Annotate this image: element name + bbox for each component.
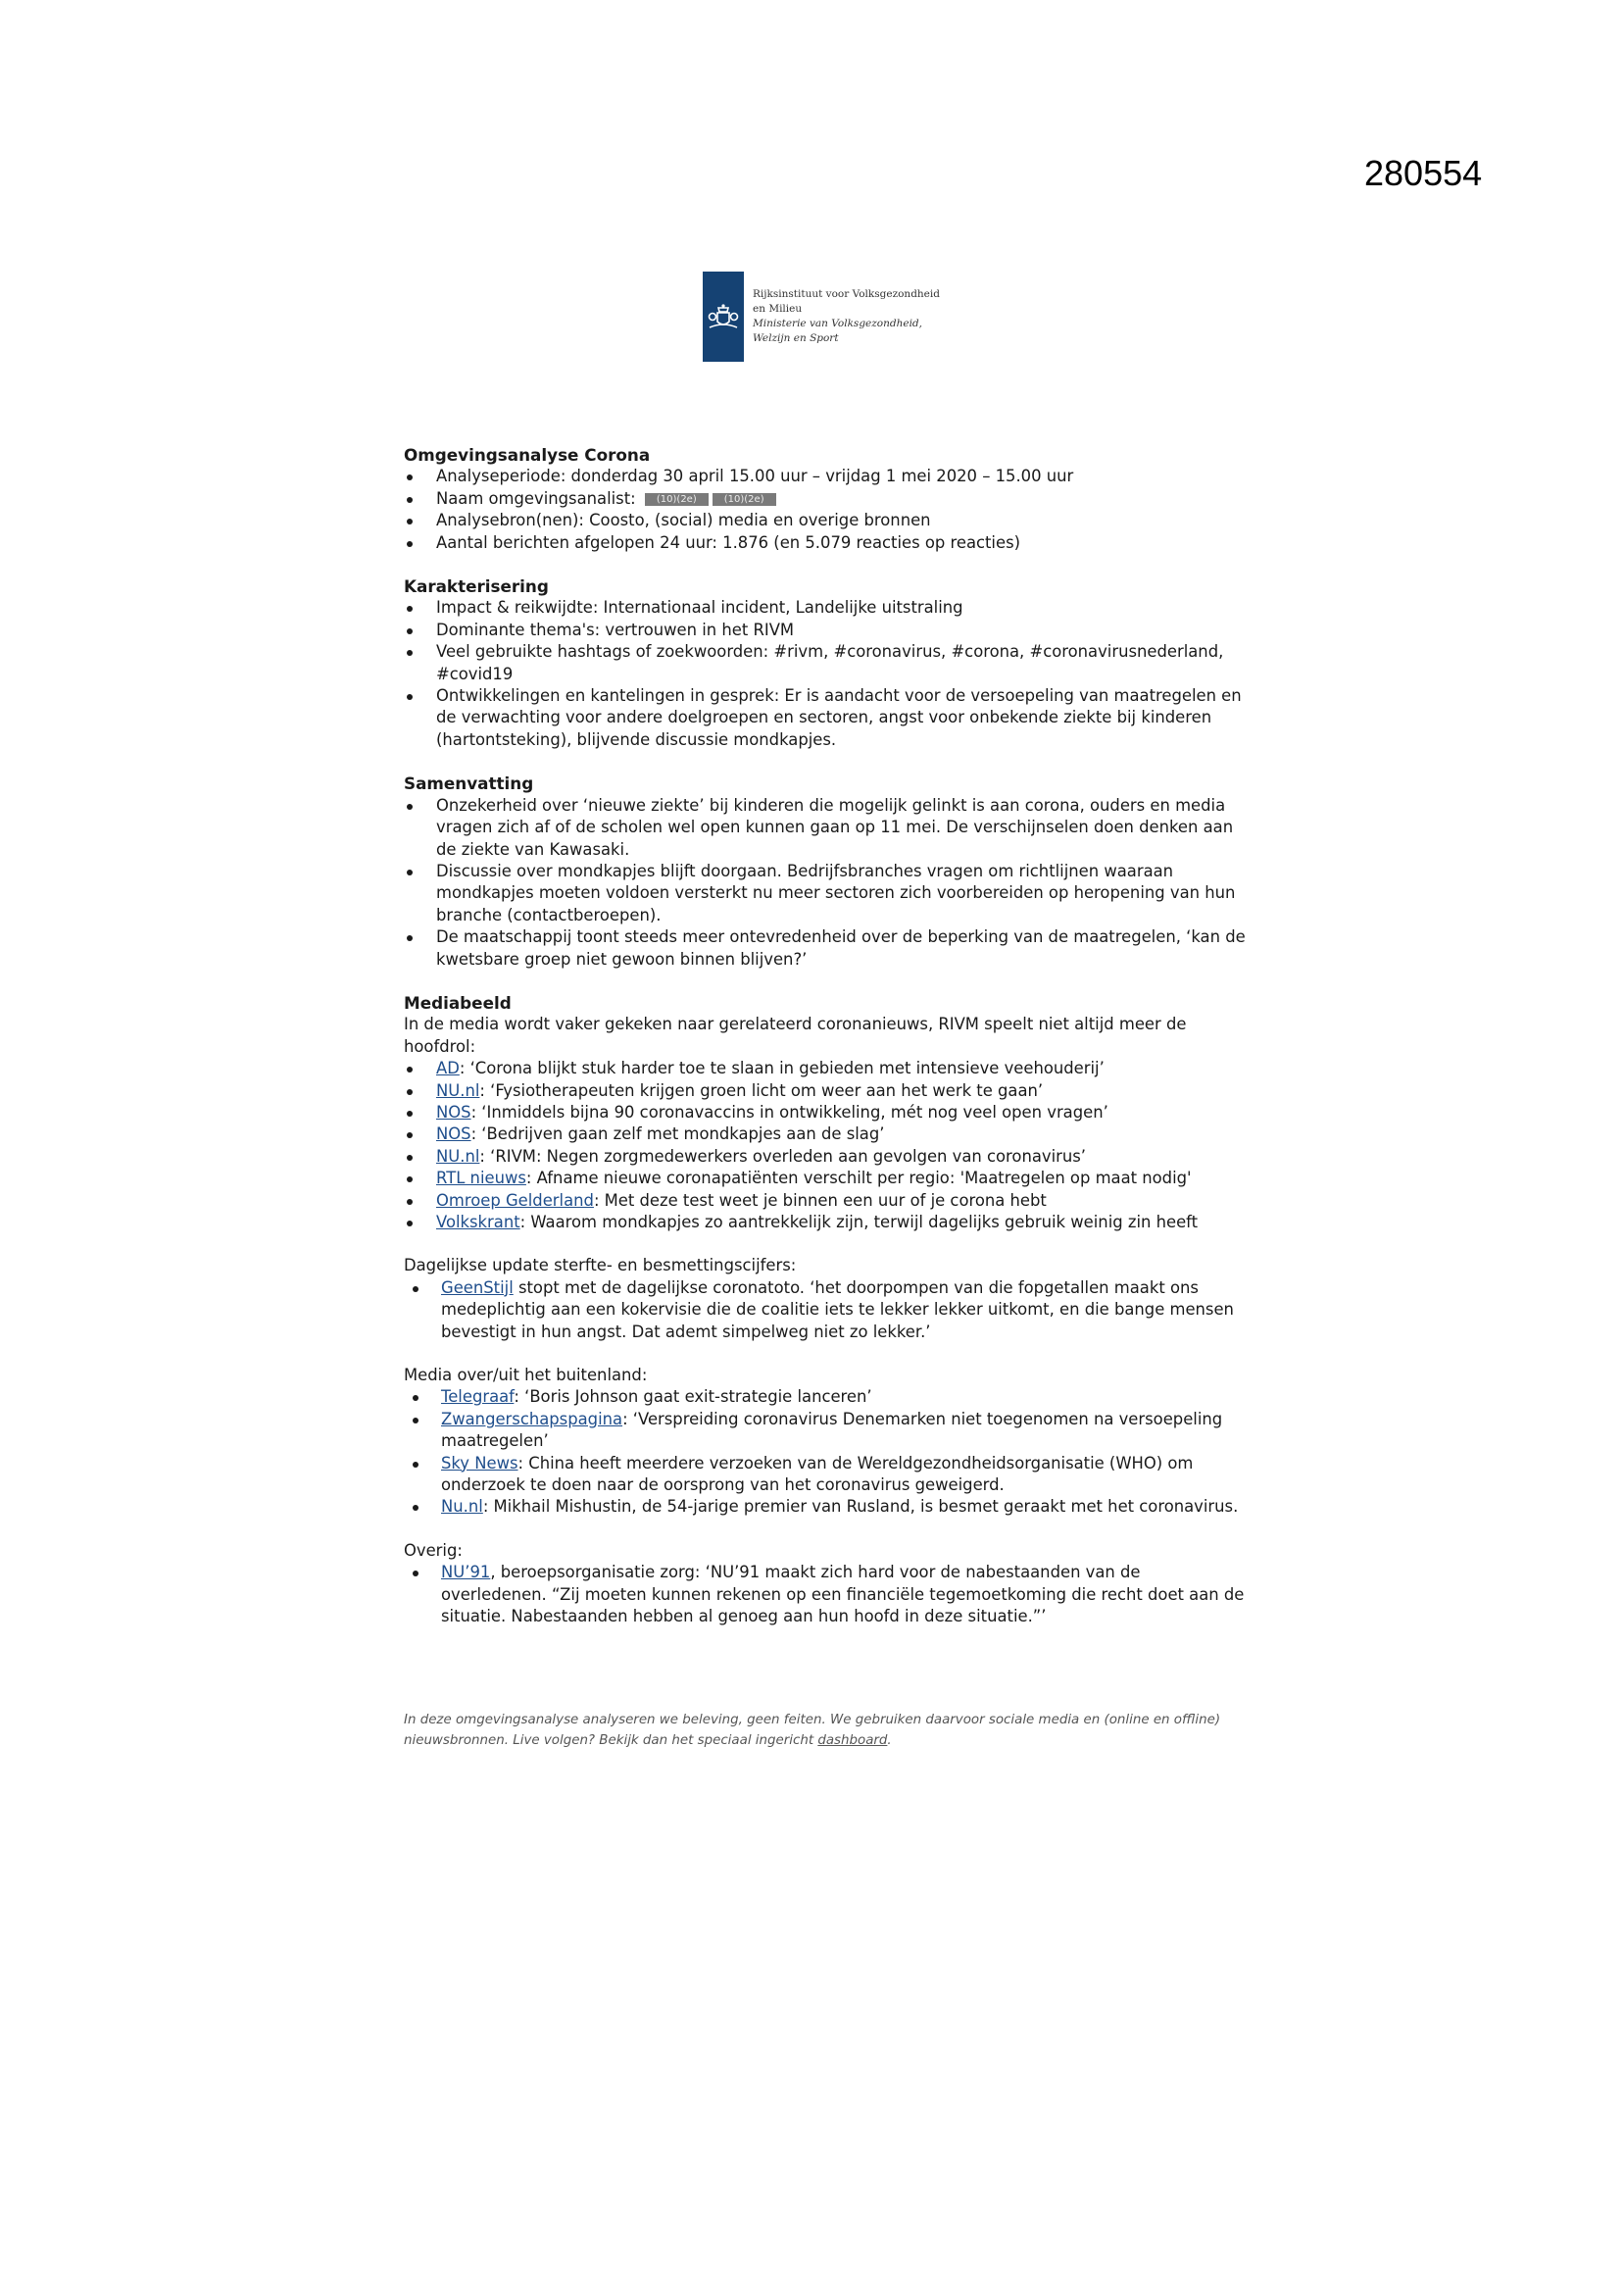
logo-line-2: en Milieu [753, 303, 803, 315]
list-item: Telegraaf: ‘Boris Johnson gaat exit-strategie lanceren’ [404, 1386, 1247, 1408]
list-item: De maatschappij toont steeds meer ontevredenheid over de beperking van de maatregelen, ‘kan de kwetsbare groep niet gewoon binnen blijven?’ [404, 926, 1247, 971]
samenvatting-title: Samenvatting [404, 774, 534, 794]
list-item: Impact & reikwijdte: Internationaal incident, Landelijke uitstraling [404, 597, 1247, 619]
list-item: Nu.nl: Mikhail Mishustin, de 54-jarige premier van Rusland, is besmet geraakt met het coronavirus. [404, 1496, 1247, 1518]
buitenland-list [404, 1386, 1247, 1518]
source-link-nunl[interactable]: NU.nl [436, 1080, 480, 1100]
logo-line-4: Welzijn en Sport [753, 332, 839, 344]
document-number: 280554 [1364, 153, 1483, 193]
list-item: Discussie over mondkapjes blijft doorgaan. Bedrijfsbranches vragen om richtlijnen waaraan mondkapjes moeten voldoen versterkt nu meer sectoren zich voorbereiden op heropening van hun branche (contactberoepen). [404, 861, 1247, 926]
source-link-nos-2[interactable]: NOS [436, 1124, 471, 1144]
list-item: Onzekerheid over ‘nieuwe ziekte’ bij kinderen die mogelijk gelinkt is aan corona, ouders en media vragen zich af of de scholen wel open kunnen gaan op 11 mei. De verschijnselen doen denken aan de ziekte van Kawasaki. [404, 795, 1247, 861]
overig-title: Overig: [404, 1540, 463, 1560]
mediabeeld-intro: In de media wordt vaker gekeken naar gerelateerd coronanieuws, RIVM speelt niet altijd meer de hoofdrol: [404, 1015, 1187, 1056]
list-item: Volkskrant: Waarom mondkapjes zo aantrekkelijk zijn, terwijl dagelijks gebruik weinig zin heeft [404, 1212, 1247, 1233]
list-item: NOS: ‘Bedrijven gaan zelf met mondkapjes aan de slag’ [404, 1123, 1247, 1145]
dagelijks-list [404, 1277, 1247, 1343]
source-link-sky-news[interactable]: Sky News [441, 1453, 518, 1472]
karakterisering-title: Karakterisering [404, 576, 549, 597]
source-link-rtl[interactable]: RTL nieuws [436, 1169, 526, 1188]
dagelijks-title: Dagelijkse update sterfte- en besmettingscijfers: [404, 1256, 797, 1275]
list-item: NU.nl: ‘Fysiotherapeuten krijgen groen licht om weer aan het werk te gaan’ [404, 1080, 1247, 1102]
mediabeeld-list [404, 1058, 1247, 1233]
source-link-geenstijl[interactable]: GeenStijl [441, 1277, 514, 1297]
samenvatting-list [404, 795, 1247, 971]
redacted-block: (10)(2e) [713, 493, 776, 506]
list-item: Sky News: China heeft meerdere verzoeken van de Wereldgezondheidsorganisatie (WHO) om onderzoek te doen naar de oorsprong van het coronavirus geweigerd. [404, 1453, 1247, 1497]
logo-line-1: Rijksinstituut voor Volksgezondheid [753, 288, 940, 300]
source-link-nu91[interactable]: NU’91 [441, 1563, 491, 1582]
logo-text [753, 287, 940, 346]
intro-title: Omgevingsanalyse Corona [404, 445, 651, 465]
dashboard-link[interactable]: dashboard [817, 1733, 888, 1748]
mediabeeld-title: Mediabeeld [404, 992, 512, 1013]
rivm-logo [703, 272, 940, 362]
list-item: Ontwikkelingen en kantelingen in gesprek: Er is aandacht voor de versoepeling van maatregelen en de verwachting voor andere doelgroepen en sectoren, angst voor onbekende ziekte bij kinderen (hartontsteking), blijvende discussie mondkapjes. [404, 685, 1247, 751]
source-link-telegraaf[interactable]: Telegraaf [441, 1387, 515, 1407]
list-item: Dominante thema's: vertrouwen in het RIVM [404, 620, 1247, 641]
source-link-ad[interactable]: AD [436, 1059, 460, 1078]
redacted-block: (10)(2e) [645, 493, 709, 506]
footer-note: In deze omgevingsanalyse analyseren we beleving, geen feiten. We gebruiken daarvoor sociale media en (online en offline) nieuwsbronnen. Live volgen? Bekijk dan het speciaal ingericht dashboard. [404, 1713, 1221, 1748]
source-link-volkskrant[interactable]: Volkskrant [436, 1213, 520, 1231]
source-link-zwangerschapspagina[interactable]: Zwangerschapspagina [441, 1409, 623, 1428]
list-item: Veel gebruikte hashtags of zoekwoorden: #rivm, #coronavirus, #corona, #coronavirusnederland, #covid19 [404, 641, 1247, 685]
list-item: AD: ‘Corona blijkt stuk harder toe te slaan in gebieden met intensieve veehouderij’ [404, 1058, 1247, 1079]
logo-line-3: Ministerie van Volksgezondheid, [753, 318, 922, 329]
logo-bar [703, 272, 744, 362]
karakterisering-list [404, 597, 1247, 751]
list-item: Analysebron(nen): Coosto, (social) media en overige bronnen [404, 510, 1247, 531]
list-item: Naam omgevingsanalist: (10)(2e) (10)(2e) [404, 488, 1247, 510]
source-link-nunl-2[interactable]: NU.nl [436, 1146, 480, 1166]
intro-list [404, 466, 1247, 554]
source-link-nunl-3[interactable]: Nu.nl [441, 1497, 483, 1517]
list-item: GeenStijl stopt met de dagelijkse coronatoto. ‘het doorpompen van die fopgetallen maakt ons medeplichtig aan een kokervisie die de coalitie iets te lekker lekker uitkomt, en die bange mensen bevestigt in hun angst. Dat ademt simpelweg niet zo lekker.’ [404, 1277, 1247, 1343]
list-item: Omroep Gelderland: Met deze test weet je binnen een uur of je corona hebt [404, 1190, 1247, 1212]
list-item: NU.nl: ‘RIVM: Negen zorgmedewerkers overleden aan gevolgen van coronavirus’ [404, 1146, 1247, 1168]
overig-list [404, 1562, 1247, 1627]
source-link-omroep-gelderland[interactable]: Omroep Gelderland [436, 1190, 594, 1210]
list-item: Analyseperiode: donderdag 30 april 15.00 uur – vrijdag 1 mei 2020 – 15.00 uur [404, 466, 1247, 487]
list-item: RTL nieuws: Afname nieuwe coronapatiënten verschilt per regio: 'Maatregelen op maat nodig' [404, 1168, 1247, 1189]
list-item: Aantal berichten afgelopen 24 uur: 1.876 (en 5.079 reacties op reacties) [404, 532, 1247, 554]
list-item: NU’91, beroepsorganisatie zorg: ‘NU’91 maakt zich hard voor de nabestaanden van de overledenen. “Zij moeten kunnen rekenen op een financiële tegemoetkoming die recht doet aan de situatie. Nabestaanden hebben al genoeg aan hun hoofd in deze situatie.”’ [404, 1562, 1247, 1627]
crest-icon [707, 302, 740, 331]
buitenland-title: Media over/uit het buitenland: [404, 1366, 648, 1385]
list-item: Zwangerschapspagina: ‘Verspreiding coronavirus Denemarken niet toegenomen na versoepeling maatregelen’ [404, 1409, 1247, 1453]
source-link-nos[interactable]: NOS [436, 1102, 471, 1122]
document-body [404, 444, 1247, 1628]
list-item: NOS: ‘Inmiddels bijna 90 coronavaccins in ontwikkeling, mét nog veel open vragen’ [404, 1102, 1247, 1123]
